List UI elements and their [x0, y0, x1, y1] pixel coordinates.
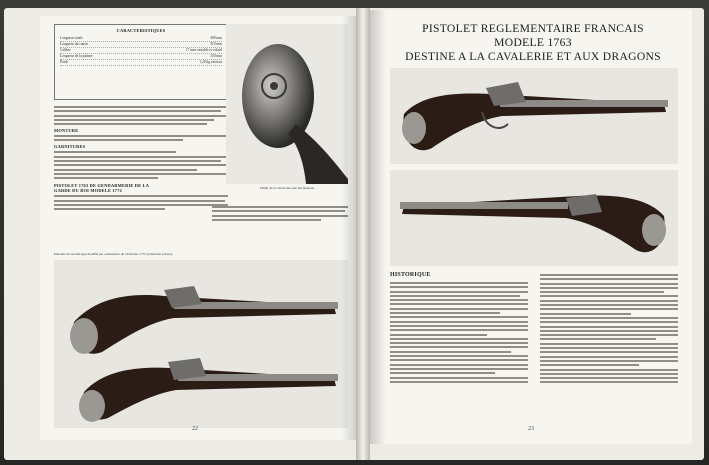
- title-line-3: DESTINE A LA CAVALERIE ET AUX DRAGONS: [405, 50, 661, 63]
- right-body-col2: [540, 274, 678, 386]
- spec-list: [60, 36, 222, 66]
- historique-heading: HISTORIQUE: [390, 272, 431, 278]
- spec-value: 310 mm: [210, 42, 222, 46]
- butt-cap-image: [226, 24, 348, 184]
- spec-label: Longueur du canon: [60, 42, 88, 46]
- right-page: [370, 10, 692, 444]
- specifications-box: [54, 24, 228, 100]
- spec-label: Longueur de la platine: [60, 54, 93, 58]
- photo-caption: Détail de la calotte décorée des fleurons: [260, 186, 315, 190]
- pistol-photo-right-side: [390, 170, 678, 266]
- title-line-1: PISTOLET REGLEMENTAIRE FRANCAIS: [422, 22, 644, 35]
- pistols-pair-image: [54, 260, 348, 428]
- spec-row: [60, 60, 222, 66]
- page-title: [388, 22, 678, 64]
- spec-value: 1,20 kg environ: [199, 60, 222, 64]
- spec-label: Poids: [60, 60, 68, 64]
- left-page-number: 22: [192, 426, 198, 432]
- spec-label: Calibre: [60, 48, 71, 52]
- spec-value: 150 mm: [210, 54, 222, 58]
- left-body-top: [54, 106, 228, 212]
- spec-label: Longueur totale: [60, 36, 83, 40]
- right-page-number: 23: [528, 426, 534, 432]
- butt-cap-photo: [226, 24, 348, 184]
- spec-value: 490 mm: [210, 36, 222, 40]
- pistol-photo-left-side: [390, 68, 678, 164]
- right-body-col1: [390, 282, 528, 385]
- pair-pistols-photo: [54, 260, 348, 428]
- spec-value: 17 mm variable et volatil: [185, 48, 222, 52]
- pistol-left-side-image: [390, 68, 678, 164]
- pistol-right-side-image: [390, 170, 678, 266]
- left-page: [40, 16, 358, 440]
- book-spine: [356, 8, 370, 460]
- garnitures-heading: GARNITURES: [54, 144, 86, 150]
- wide-photo-caption: Pistolets du second type modifié par ordonnance du 16 février 1772 (collection privée).: [54, 252, 173, 256]
- left-body-right: [212, 206, 348, 223]
- right-gutter-shade: [370, 10, 386, 444]
- pistolet-heading: PISTOLET 1763 DE GENDARMERIE DE LA GARDE DU ROI MODELE 1772: [54, 183, 149, 194]
- spec-title: CARACTERISTIQUES: [116, 28, 166, 33]
- monture-heading: MONTURE: [54, 128, 79, 134]
- title-line-2: MODELE 1763: [494, 36, 572, 49]
